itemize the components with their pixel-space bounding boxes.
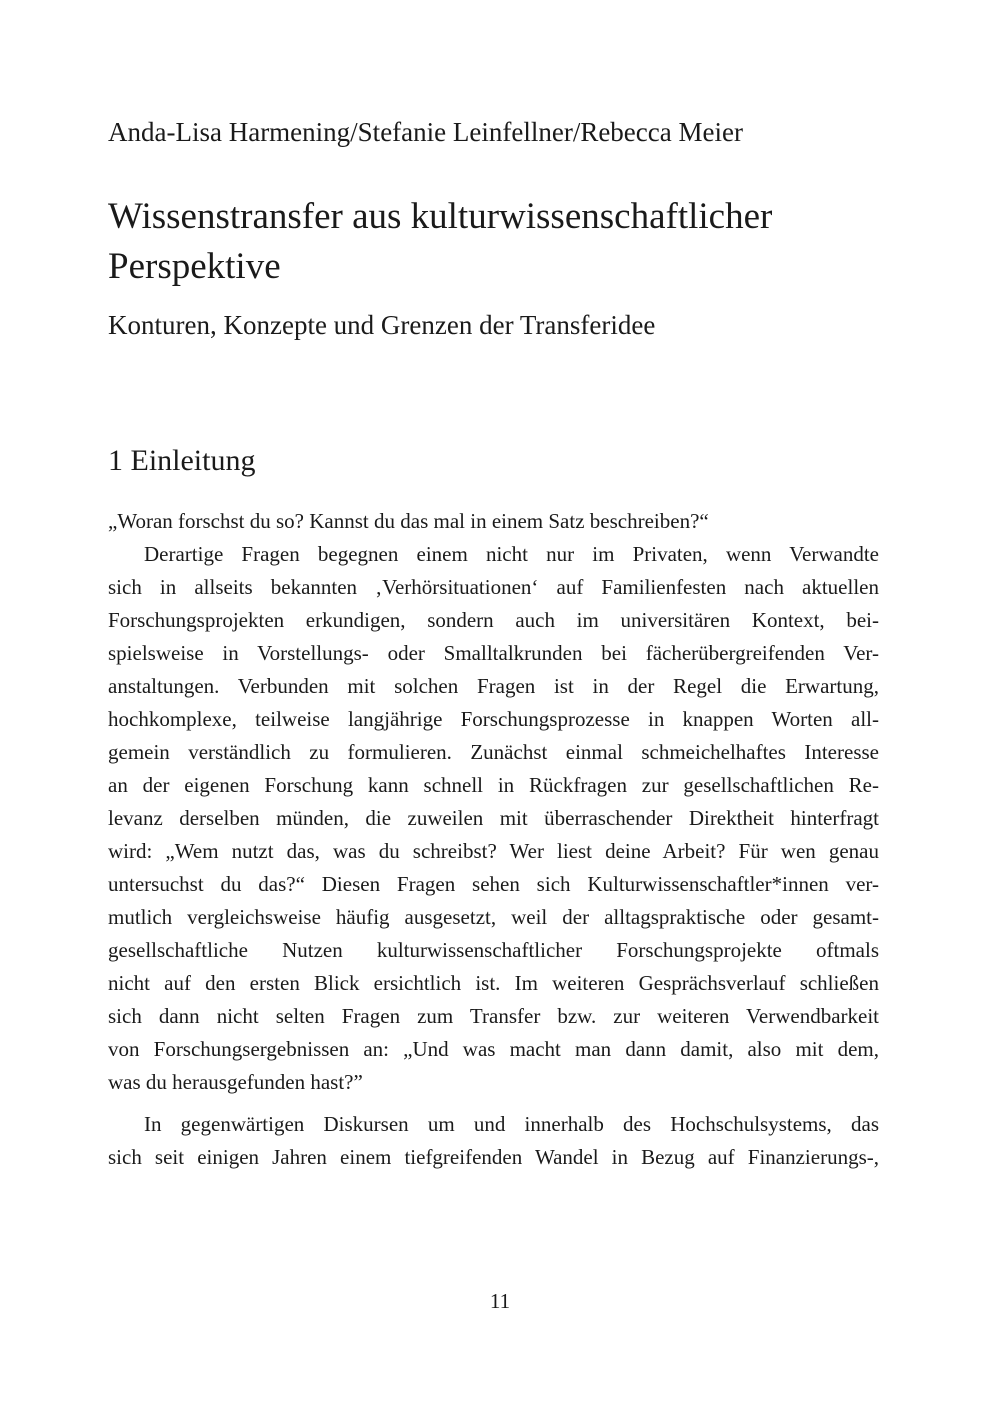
chapter-subtitle: Konturen, Konzepte und Grenzen der Transferidee (108, 310, 656, 340)
text-line: Forschungsprojekten erkundigen, sondern auch im universitären Kontext, bei- (108, 608, 879, 632)
section-heading: 1 Einleitung (108, 444, 256, 477)
text-line: gesellschaftliche Nutzen kulturwissenschaftlicher Forschungsprojekte oftmals (108, 938, 879, 962)
chapter-title-line: Perspektive (108, 246, 281, 287)
paragraph-3 (108, 1108, 879, 1174)
author-line: Anda-Lisa Harmening/Stefanie Leinfellner/Rebecca Meier (108, 117, 743, 147)
chapter-title (108, 192, 908, 292)
text-line: untersuchst du das?“ Diesen Fragen sehen sich Kulturwissenschaftler*innen ver- (108, 872, 879, 896)
text-line: anstaltungen. Verbunden mit solchen Fragen ist in der Regel die Erwartung, (108, 674, 879, 698)
text-line: an der eigenen Forschung kann schnell in Rückfragen zur gesellschaftlichen Re- (108, 773, 879, 797)
text-line: von Forschungsergebnissen an: „Und was macht man dann damit, also mit dem, (108, 1037, 879, 1061)
text-line: spielsweise in Vorstellungs- oder Smalltalkrunden bei fächerübergreifenden Ver- (108, 641, 879, 665)
text-line: gemein verständlich zu formulieren. Zunächst einmal schmeichelhaftes Interesse (108, 740, 879, 764)
text-line: sich dann nicht selten Fragen zum Transfer bzw. zur weiteren Verwendbarkeit (108, 1004, 879, 1028)
paragraph-2 (108, 538, 879, 1099)
text-line: sich in allseits bekannten ‚Verhörsituationen‘ auf Familienfesten nach aktuellen (108, 575, 879, 599)
text-line: „Woran forschst du so? Kannst du das mal in einem Satz beschreiben?“ (108, 509, 709, 533)
text-line: levanz derselben münden, die zuweilen mit überraschender Direktheit hinterfragt (108, 806, 879, 830)
text-line: hochkomplexe, teilweise langjährige Forschungsprozesse in knappen Worten all- (108, 707, 879, 731)
text-line: In gegenwärtigen Diskursen um und innerhalb des Hochschulsystems, das (144, 1112, 879, 1136)
page-number: 11 (489, 1289, 511, 1313)
text-line: nicht auf den ersten Blick ersichtlich ist. Im weiteren Gesprächsverlauf schließen (108, 971, 879, 995)
text-line: was du herausgefunden hast?” (108, 1070, 363, 1094)
body-text (108, 505, 879, 1174)
paragraph-1 (108, 505, 879, 538)
text-line: Derartige Fragen begegnen einem nicht nur im Privaten, wenn Verwandte (144, 542, 879, 566)
text-line: sich seit einigen Jahren einem tiefgreifenden Wandel in Bezug auf Finanzierungs-, (108, 1145, 879, 1169)
text-line: wird: „Wem nutzt das, was du schreibst? Wer liest deine Arbeit? Für wen genau (108, 839, 879, 863)
text-line: mutlich vergleichsweise häufig ausgesetzt, weil der alltagspraktische oder gesamt- (108, 905, 879, 929)
chapter-title-line: Wissenstransfer aus kulturwissenschaftlicher (108, 196, 773, 237)
